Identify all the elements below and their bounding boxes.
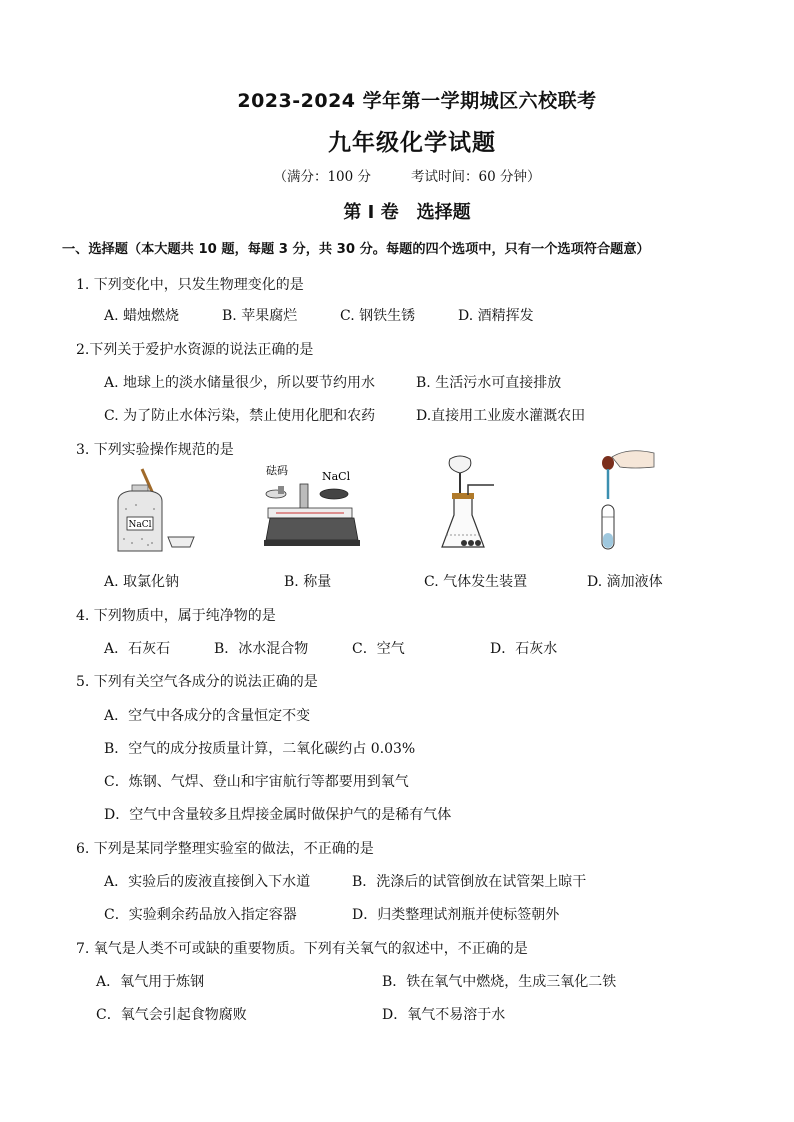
option-c: C．实验剩余药品放入指定容器 (104, 907, 297, 923)
option-b: B. 生活污水可直接排放 (416, 375, 562, 391)
option-c: C. 钢铁生锈 (340, 308, 416, 324)
stopper (452, 493, 474, 499)
option-a: A. 地球上的淡水储量很少，所以要节约用水 (104, 375, 376, 391)
exam-title: 2023-2024 学年第一学期城区六校联考 (237, 90, 597, 112)
question-4-stem: 4. 下列物质中，属于纯净物的是 (76, 608, 276, 624)
part-one-heading: 一、选择题（本大题共 10 题，每题 3 分，共 30 分。每题的四个选项中，只有一个选项符合题意） (62, 242, 650, 257)
dropper-figure (594, 447, 664, 555)
option-a: A．石灰石 (104, 641, 171, 657)
question-6-stem: 6. 下列是某同学整理实验室的做法，不正确的是 (76, 841, 374, 857)
option-a: A. 取氯化钠 (104, 574, 180, 590)
balance-foot (264, 540, 360, 546)
exam-meta (0, 165, 794, 185)
funnel-top (449, 456, 471, 473)
question-2-stem: 2.下列关于爱护水资源的说法正确的是 (76, 342, 314, 358)
question-3-stem: 3. 下列实验操作规范的是 (76, 442, 234, 458)
option-b: B．洗涤后的试管倒放在试管架上晾干 (352, 874, 587, 890)
dropper-bulb (602, 456, 614, 470)
question-7-stem: 7. 氧气是人类不可或缺的重要物质。下列有关氧气的叙述中，不正确的是 (76, 941, 528, 957)
question-5-option-c: C．炼钢、气焊、登山和宇宙航行等都要用到氧气 (104, 774, 409, 790)
reagent-bottle-figure (112, 465, 202, 555)
option-d: D．氧气不易溶于水 (382, 1007, 506, 1023)
balance-base (266, 518, 358, 540)
question-5-option-a: A．空气中各成分的含量恒定不变 (104, 708, 311, 724)
question-5-stem: 5. 下列有关空气各成分的说法正确的是 (76, 674, 318, 690)
option-b: B. 称量 (284, 574, 332, 590)
balance-figure (262, 460, 362, 555)
flask-solids (461, 540, 481, 546)
evaporating-dish (168, 537, 194, 547)
option-b: B．冰水混合物 (214, 641, 309, 657)
exam-time: 考试时间：60 分钟） (411, 169, 541, 185)
option-d: D．石灰水 (490, 641, 558, 657)
nacl-pan-label: NaCl (322, 470, 351, 483)
question-5-option-b: B．空气的成分按质量计算，二氧化碳约占 0.03% (104, 741, 416, 757)
option-a: A．实验后的废液直接倒入下水道 (104, 874, 311, 890)
weight-piece (278, 486, 284, 494)
option-d: D．归类整理试剂瓶并使标签朝外 (352, 907, 560, 923)
option-b: B. 苹果腐烂 (222, 308, 298, 324)
full-score: （满分：100 分 (273, 169, 372, 185)
option-c: C．氧气会引起食物腐败 (96, 1007, 247, 1023)
subject-title: 九年级化学试题 (328, 130, 496, 156)
option-c: C. 为了防止水体污染，禁止使用化肥和农药 (104, 408, 376, 424)
weights-label: 砝码 (266, 464, 288, 477)
option-d: D. 滴加液体 (587, 574, 663, 590)
option-c: C. 气体发生装置 (424, 574, 528, 590)
hand (612, 451, 654, 468)
option-a: A. 蜡烛燃烧 (104, 308, 180, 324)
test-tube-liquid (603, 533, 613, 548)
option-c: C．空气 (352, 641, 405, 657)
section-title: 第 Ⅰ 卷 选择题 (343, 202, 471, 223)
option-d: D.直接用工业废水灌溉农田 (416, 408, 586, 424)
right-pan (320, 489, 348, 499)
option-a: A．氧气用于炼钢 (96, 974, 205, 990)
gas-generator-figure (436, 455, 506, 555)
question-1-stem: 1. 下列变化中，只发生物理变化的是 (76, 277, 304, 293)
question-5-option-d: D．空气中含量较多且焊接金属时做保护气的是稀有气体 (104, 807, 452, 823)
bottle-label: NaCl (128, 520, 152, 530)
option-b: B．铁在氧气中燃烧，生成三氧化二铁 (382, 974, 617, 990)
conical-flask (442, 495, 484, 547)
option-d: D. 酒精挥发 (458, 308, 534, 324)
